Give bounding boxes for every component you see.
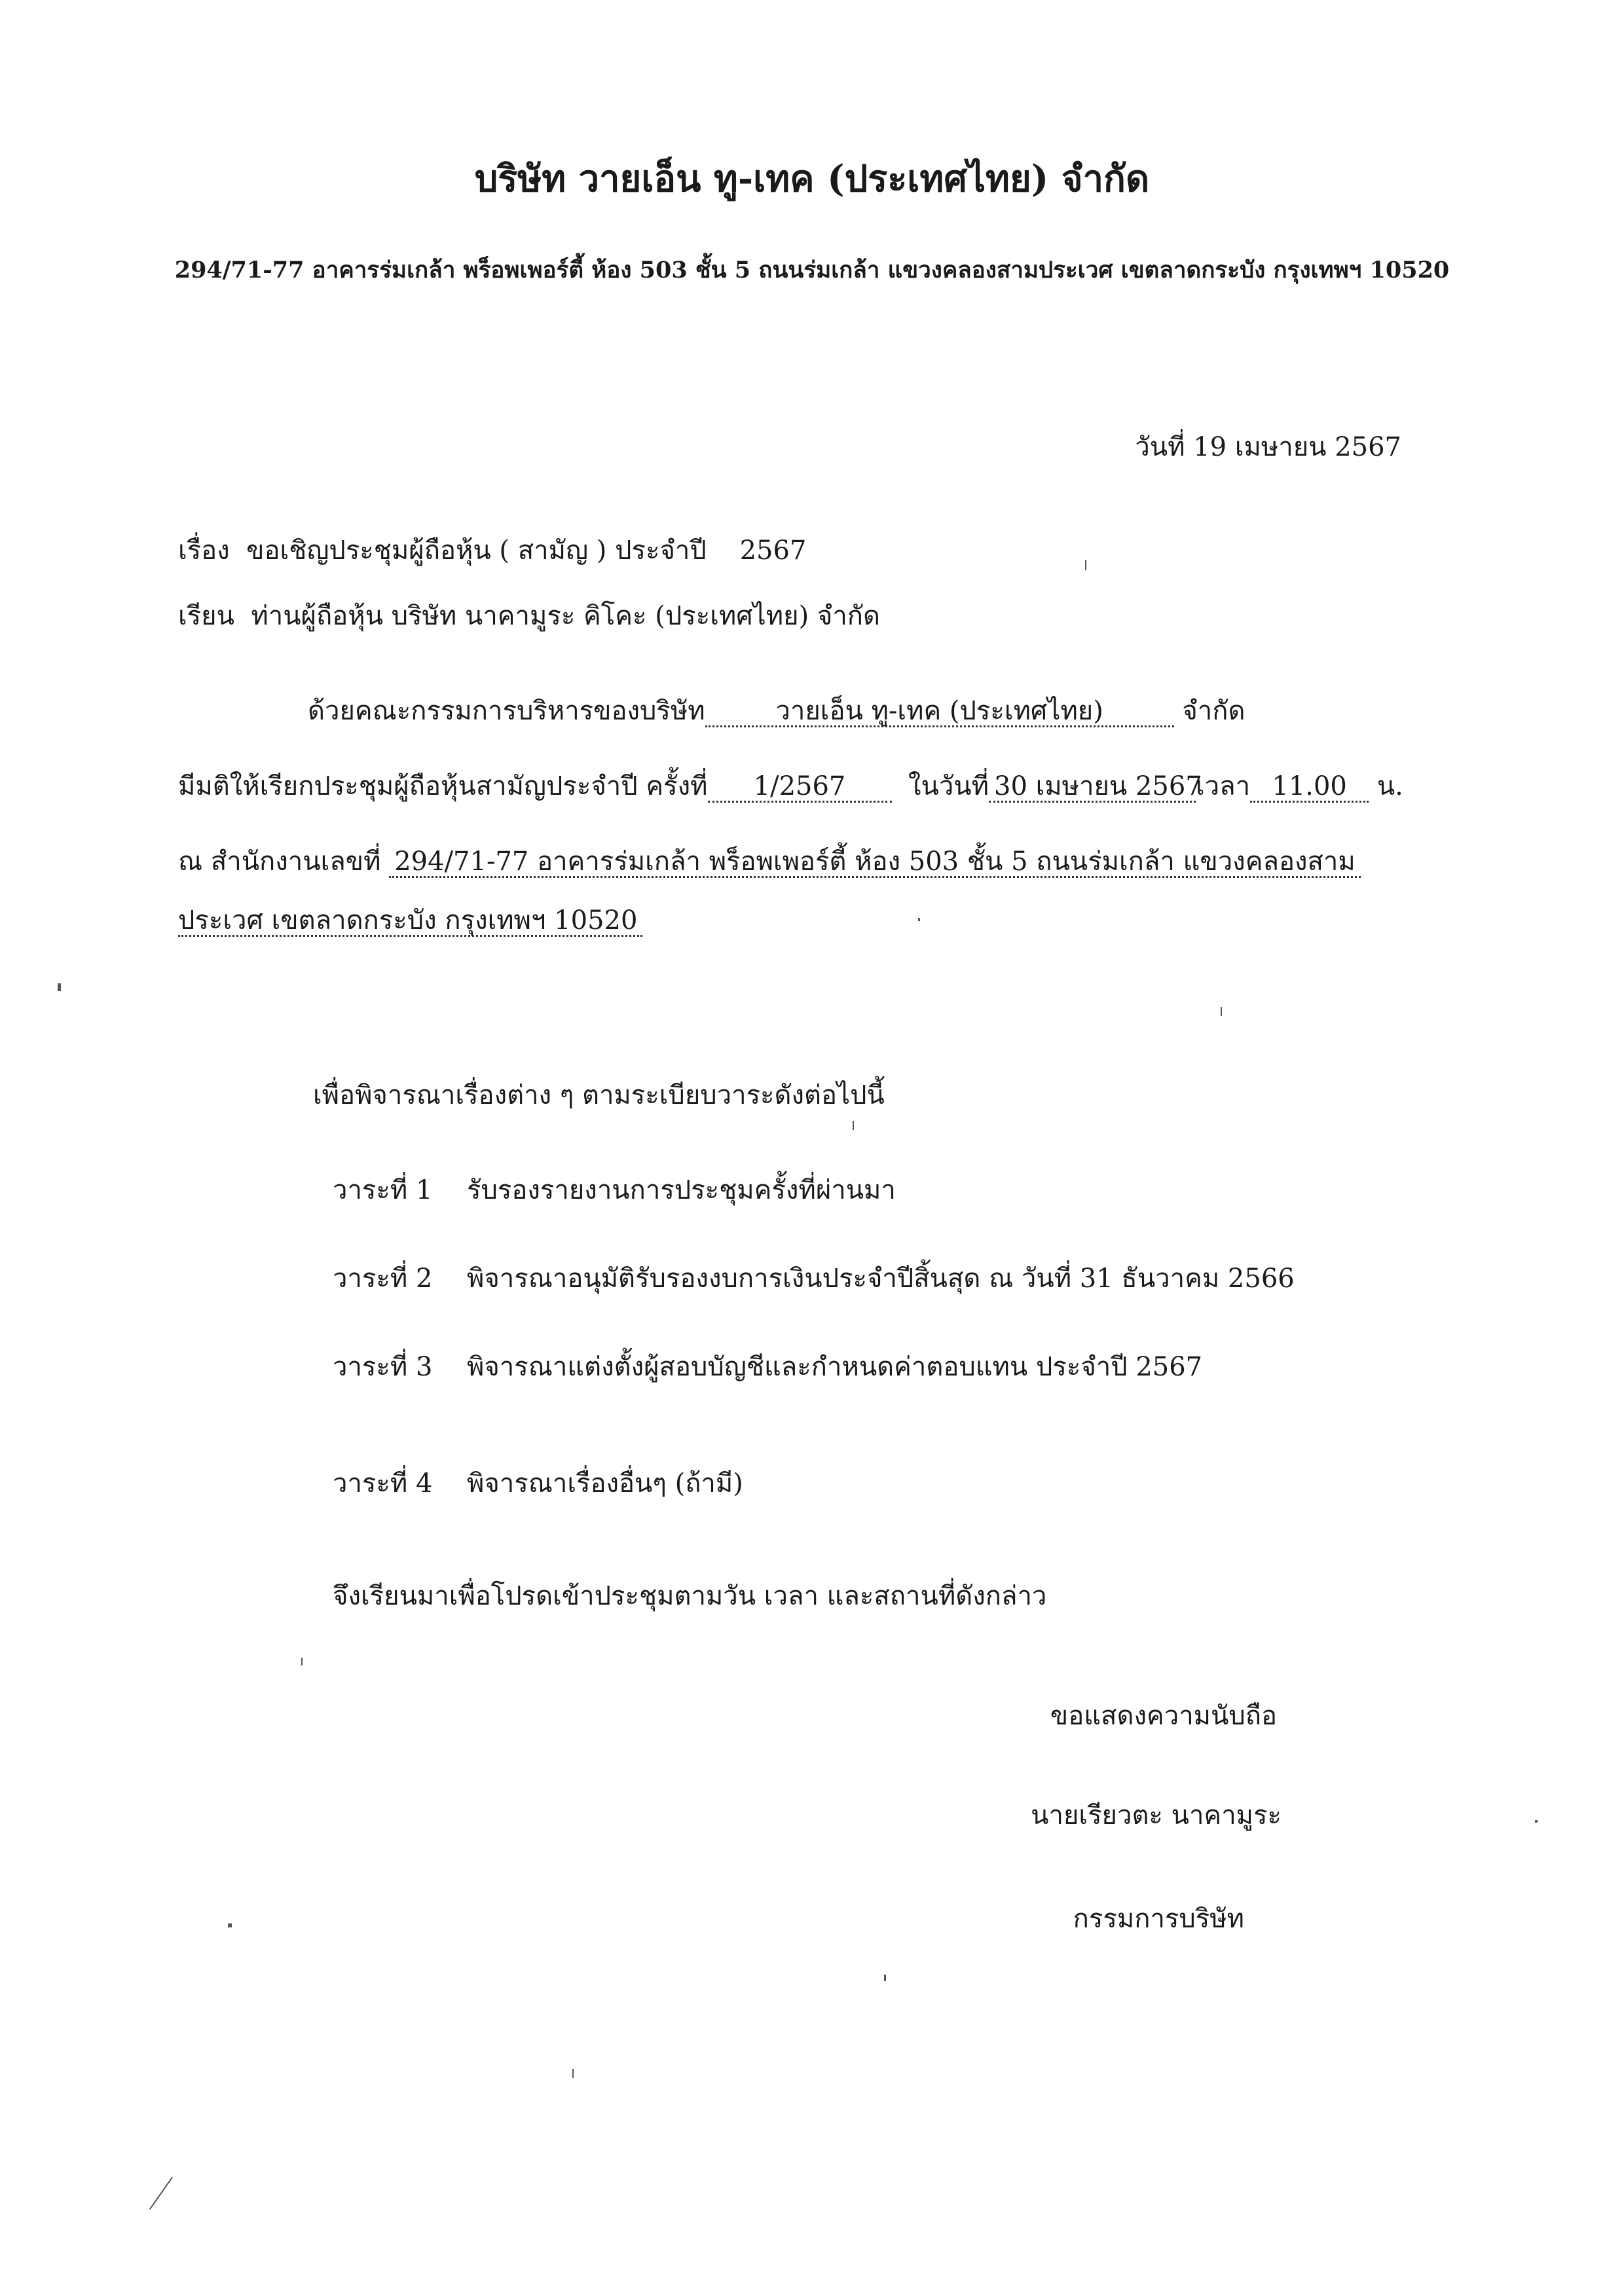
venue-field-line1: 294/71-77 อาคารร่มเกล้า พร็อพเพอร์ตี้ ห้อง 503 ชั้น 5 ถนนร่มเกล้า แขวงคลองสาม [389, 847, 1361, 878]
subject-text: ขอเชิญประชุมผู้ถือหุ้น ( สามัญ ) ประจำปี [246, 536, 707, 566]
body-line-3 [178, 840, 1361, 882]
agenda-item-text: รับรองรายงานการประชุมครั้งที่ผ่านมา [467, 1175, 896, 1205]
recipient-text: ท่านผู้ถือหุ้น บริษัท นาคามูระ คิโคะ (ประเทศไทย) จำกัด [251, 601, 880, 631]
subject-year: 2567 [739, 536, 807, 566]
letter-date: วันที่ 19 เมษายน 2567 [1135, 432, 1401, 462]
signatory-title: กรรมการบริษัท [1073, 1904, 1244, 1934]
scan-speck [1085, 560, 1086, 570]
body-line1-prefix: ด้วยคณะกรรมการบริหารของบริษัท [308, 696, 705, 726]
company-name-field: วายเอ็น ทู-เทค (ประเทศไทย) [705, 697, 1174, 727]
body-line-2 [178, 765, 1403, 807]
time-unit: น. [1376, 771, 1403, 801]
agenda-item-1 [333, 1169, 896, 1211]
meeting-date-field: 30 เมษายน 2567 [989, 772, 1196, 803]
agenda-item-number: วาระที่ 1 [333, 1175, 433, 1205]
scan-speck [301, 1658, 303, 1666]
time-label: เวลา [1196, 771, 1251, 801]
closing-sentence: จึงเรียนมาเพื่อโปรดเข้าประชุมตามวัน เวลา และสถานที่ดังกล่าว [333, 1581, 1047, 1611]
agenda-item-2 [333, 1257, 1295, 1299]
recipient-label: เรียน [178, 601, 234, 631]
body-line3-prefix: ณ สำนักงานเลขที่ [178, 847, 381, 877]
scan-speck [149, 2177, 173, 2210]
body-line2-prefix: มีมติให้เรียกประชุมผู้ถือหุ้นสามัญประจำปี ครั้งที่ [178, 771, 708, 801]
agenda-item-text: พิจารณาอนุมัติรับรองงบการเงินประจำปีสิ้นสุด ณ วันที่ 31 ธันวาคม 2566 [467, 1264, 1295, 1294]
venue-field-line2: ประเวศ เขตลาดกระบัง กรุงเทพฯ 10520 [178, 906, 642, 937]
subject-label: เรื่อง [178, 536, 230, 566]
scan-speck [228, 1923, 232, 1927]
meeting-number-field: 1/2567 [708, 772, 892, 803]
body-line1-suffix: จำกัด [1182, 696, 1246, 726]
recipient-line [178, 594, 880, 636]
scan-speck [572, 2069, 574, 2078]
body-line-4 [178, 905, 642, 937]
regards-text: ขอแสดงความนับถือ [1050, 1701, 1277, 1731]
scan-speck [884, 1975, 886, 1981]
date-label: ในวันที่ [908, 771, 989, 801]
meeting-time-field: 11.00 [1250, 772, 1369, 803]
agenda-item-number: วาระที่ 2 [333, 1264, 433, 1294]
scan-speck [58, 983, 61, 991]
agenda-intro: เพื่อพิจารณาเรื่องต่าง ๆ ตามระเบียบวาระดังต่อไปนี้ [313, 1080, 885, 1110]
scan-speck [918, 918, 920, 921]
subject-line [178, 529, 806, 571]
company-name-heading: บริษัท วายเอ็น ทู-เทค (ประเทศไทย) จำกัด [474, 157, 1150, 200]
agenda-item-number: วาระที่ 4 [333, 1468, 433, 1499]
agenda-item-text: พิจารณาเรื่องอื่นๆ (ถ้ามี) [467, 1468, 743, 1499]
scan-speck [1221, 1007, 1222, 1016]
agenda-item-text: พิจารณาแต่งตั้งผู้สอบบัญชีและกำหนดค่าตอบแทน ประจำปี 2567 [467, 1352, 1203, 1382]
body-line-1 [308, 689, 1245, 731]
company-address: 294/71-77 อาคารร่มเกล้า พร็อพเพอร์ตี้ ห้อง 503 ชั้น 5 ถนนร่มเกล้า แขวงคลองสามประเวศ เขตลาดกระบัง กรุงเทพฯ 10520 [174, 257, 1450, 283]
agenda-item-4 [333, 1462, 743, 1504]
agenda-item-number: วาระที่ 3 [333, 1352, 433, 1382]
signatory-name: นายเรียวตะ นาคามูระ [1031, 1800, 1282, 1831]
agenda-item-3 [333, 1345, 1202, 1387]
scan-speck [853, 1121, 854, 1130]
scan-speck [1535, 1820, 1538, 1823]
